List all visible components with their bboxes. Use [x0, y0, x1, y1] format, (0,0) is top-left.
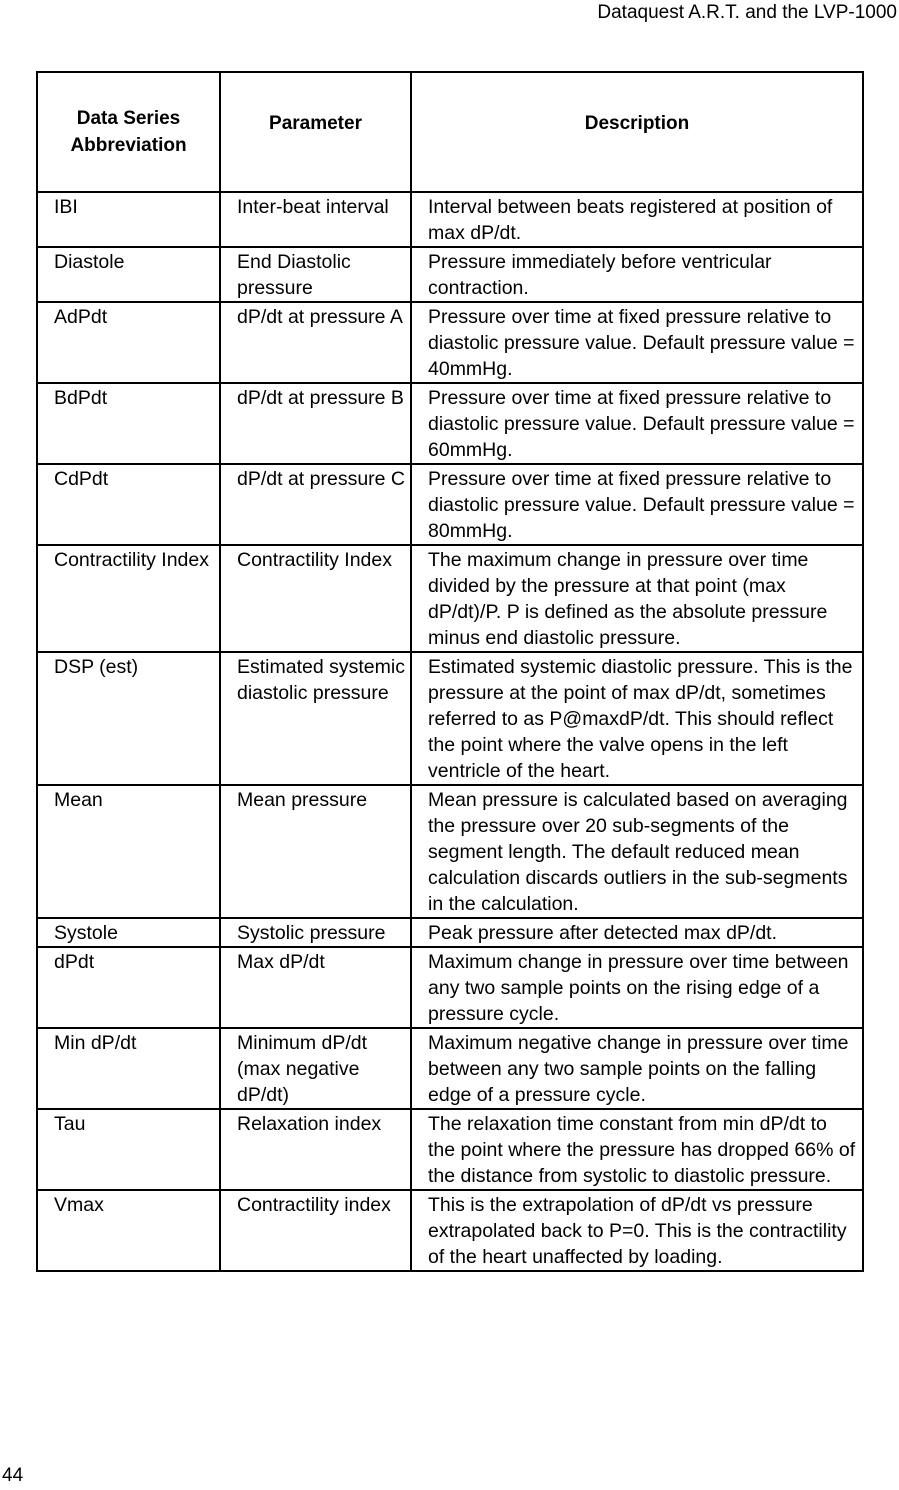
cell-abbreviation: Min dP/dt	[37, 1028, 220, 1109]
table-row	[37, 383, 863, 464]
table-row	[37, 785, 863, 918]
cell-description: Pressure over time at fixed pressure relative to diastolic pressure value. Default pressure value = 80mmHg.	[411, 464, 863, 545]
cell-description: The relaxation time constant from min dP/dt to the point where the pressure has dropped 66% of the distance from systolic to diastolic pressure.	[411, 1109, 863, 1190]
cell-parameter: Contractility Index	[220, 545, 411, 652]
cell-abbreviation: CdPdt	[37, 464, 220, 545]
cell-abbreviation: IBI	[37, 192, 220, 247]
column-header-abbreviation: Data Series Abbreviation	[37, 72, 220, 192]
cell-abbreviation: dPdt	[37, 947, 220, 1028]
cell-description: Peak pressure after detected max dP/dt.	[411, 918, 863, 947]
cell-abbreviation: Contractility Index	[37, 545, 220, 652]
cell-description: Maximum negative change in pressure over time between any two sample points on the falling edge of a pressure cycle.	[411, 1028, 863, 1109]
running-header-title: Dataquest A.R.T. and the LVP-1000	[597, 2, 897, 23]
cell-description: This is the extrapolation of dP/dt vs pressure extrapolated back to P=0. This is the contractility of the heart unaffected by loading.	[411, 1190, 863, 1271]
table-row	[37, 1190, 863, 1271]
table-row	[37, 918, 863, 947]
cell-abbreviation: Vmax	[37, 1190, 220, 1271]
cell-description: Interval between beats registered at position of max dP/dt.	[411, 192, 863, 247]
column-header-parameter: Parameter	[220, 72, 411, 192]
cell-description: Pressure over time at fixed pressure relative to diastolic pressure value. Default pressure value = 40mmHg.	[411, 302, 863, 383]
cell-parameter: Relaxation index	[220, 1109, 411, 1190]
table-row	[37, 302, 863, 383]
cell-description: The maximum change in pressure over time divided by the pressure at that point (max dP/dt)/P. P is defined as the absolute pressure minus end diastolic pressure.	[411, 545, 863, 652]
cell-parameter: End Diastolic pressure	[220, 247, 411, 302]
table-header	[37, 72, 863, 192]
table-header-row	[37, 72, 863, 192]
cell-parameter: Mean pressure	[220, 785, 411, 918]
cell-parameter: Minimum dP/dt (max negative dP/dt)	[220, 1028, 411, 1109]
cell-description: Pressure immediately before ventricular contraction.	[411, 247, 863, 302]
table-row	[37, 545, 863, 652]
cell-description: Mean pressure is calculated based on averaging the pressure over 20 sub-segments of the segment length. The default reduced mean calculation discards outliers in the sub-segments in the calculation.	[411, 785, 863, 918]
table-row	[37, 947, 863, 1028]
cell-abbreviation: AdPdt	[37, 302, 220, 383]
column-header-description: Description	[411, 72, 863, 192]
table-row	[37, 1109, 863, 1190]
cell-parameter: Contractility index	[220, 1190, 411, 1271]
table-row	[37, 247, 863, 302]
cell-abbreviation: BdPdt	[37, 383, 220, 464]
table-row	[37, 464, 863, 545]
cell-parameter: Max dP/dt	[220, 947, 411, 1028]
cell-abbreviation: Mean	[37, 785, 220, 918]
table-row	[37, 1028, 863, 1109]
cell-parameter: Systolic pressure	[220, 918, 411, 947]
table-row	[37, 652, 863, 785]
cell-abbreviation: DSP (est)	[37, 652, 220, 785]
cell-description: Pressure over time at fixed pressure relative to diastolic pressure value. Default pressure value = 60mmHg.	[411, 383, 863, 464]
table-row	[37, 192, 863, 247]
cell-description: Maximum change in pressure over time between any two sample points on the rising edge of a pressure cycle.	[411, 947, 863, 1028]
cell-parameter: Estimated systemic diastolic pressure	[220, 652, 411, 785]
cell-parameter: dP/dt at pressure A	[220, 302, 411, 383]
parameter-table	[36, 71, 864, 1272]
cell-abbreviation: Diastole	[37, 247, 220, 302]
page-number: 44	[2, 1465, 24, 1486]
cell-description: Estimated systemic diastolic pressure. This is the pressure at the point of max dP/dt, sometimes referred to as P@maxdP/dt. This should reflect the point where the valve opens in the left ventricle of the heart.	[411, 652, 863, 785]
table-body	[37, 192, 863, 1271]
cell-abbreviation: Systole	[37, 918, 220, 947]
cell-parameter: dP/dt at pressure B	[220, 383, 411, 464]
cell-abbreviation: Tau	[37, 1109, 220, 1190]
cell-parameter: Inter-beat interval	[220, 192, 411, 247]
cell-parameter: dP/dt at pressure C	[220, 464, 411, 545]
